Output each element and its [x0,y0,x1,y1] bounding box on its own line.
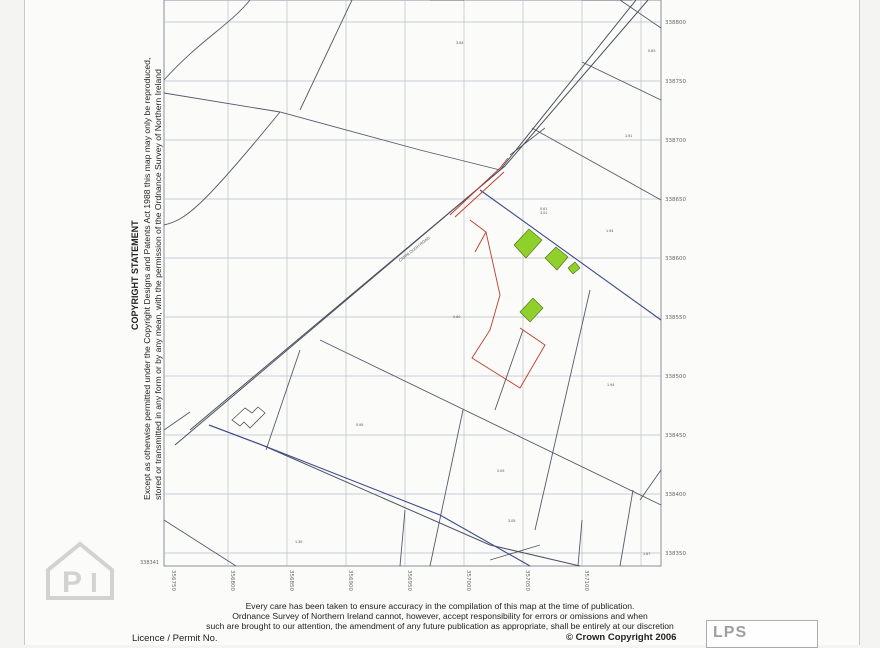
building-1 [514,229,542,258]
parcel-label: 0.69 [453,315,461,319]
parcel-label: 3.05 [508,519,516,523]
copyright-title: COPYRIGHT STATEMENT [130,220,140,330]
footer-disclaimer-2: Ordnance Survey of Northern Ireland cannot, however, accept responsibility for errors or omissions and when [232,611,648,621]
watermark-logo [42,540,118,600]
road-label: CARNLOUGH ROAD [397,235,431,263]
northing-label: 338400 [665,492,686,498]
parcel-label: 1.94 [606,229,614,233]
northing-label: 338800 [665,20,686,26]
grid-lines [164,0,661,566]
building-3 [568,262,580,274]
footer-disclaimer-1: Every care has been taken to ensure accuracy in the compilation of this map at the time of publication. [245,601,635,611]
easting-label: 356800 [229,570,235,591]
easting-label: 356900 [347,570,353,591]
parcel-label: 0.09 [497,469,505,473]
parcel-label: 0.61 [540,207,548,211]
parcel-label: 0.95 [356,423,364,427]
easting-label: 357100 [583,570,589,591]
northing-label: 338350 [665,551,686,557]
parcel-label: 3.01 [540,211,548,215]
parcel-label: 1.94 [607,383,615,387]
easting-label: 357000 [465,570,471,591]
buildings [514,229,580,322]
svg-text:P: P [62,566,83,599]
copyright-line-2: stored or transmitted in any form or by any mean, with the permission of the Ordnance Survey of Northern Ireland [153,69,163,500]
main-road [175,0,651,566]
easting-label: 356950 [406,570,412,591]
easting-labels [170,570,589,591]
building-4 [520,298,543,322]
northing-label: 338450 [665,433,686,439]
stamp-logo: LPS [713,624,748,641]
northing-label: 338700 [665,138,686,144]
corner-label: 338341 [140,560,160,566]
parcel-label: 1.91 [625,134,633,138]
northing-label: 338650 [665,197,686,203]
licence-permit: Licence / Permit No. [132,633,218,644]
easting-label: 356750 [170,570,176,591]
parcel-label: 3.54 [456,41,464,45]
parcel-label: 1.39 [295,540,303,544]
blue-boundaries [209,190,661,566]
northing-labels [665,20,686,557]
parcel-label: 0.83 [648,49,656,53]
lps-stamp [706,620,818,648]
northing-label: 338750 [665,79,686,85]
svg-text:I: I [90,567,98,598]
easting-label: 357050 [524,570,530,591]
northing-label: 338550 [665,315,686,321]
map-frame [164,0,661,566]
footer-disclaimer-3: such are brought to our attention, the amendment of any future publication as appropriate, shall be entirely at our discretion [206,621,674,631]
northing-label: 338500 [665,374,686,380]
easting-label: 356850 [288,570,294,591]
parcel-label: 1.67 [643,552,651,556]
northing-label: 338600 [665,256,686,262]
field-boundaries [164,0,661,566]
crown-copyright: © Crown Copyright 2006 [566,632,677,643]
copyright-line-1: Except as otherwise permitted under the Copyright Designs and Patents Act 1988 this map may only be reproduced, [142,57,152,500]
outbuilding [232,407,265,428]
